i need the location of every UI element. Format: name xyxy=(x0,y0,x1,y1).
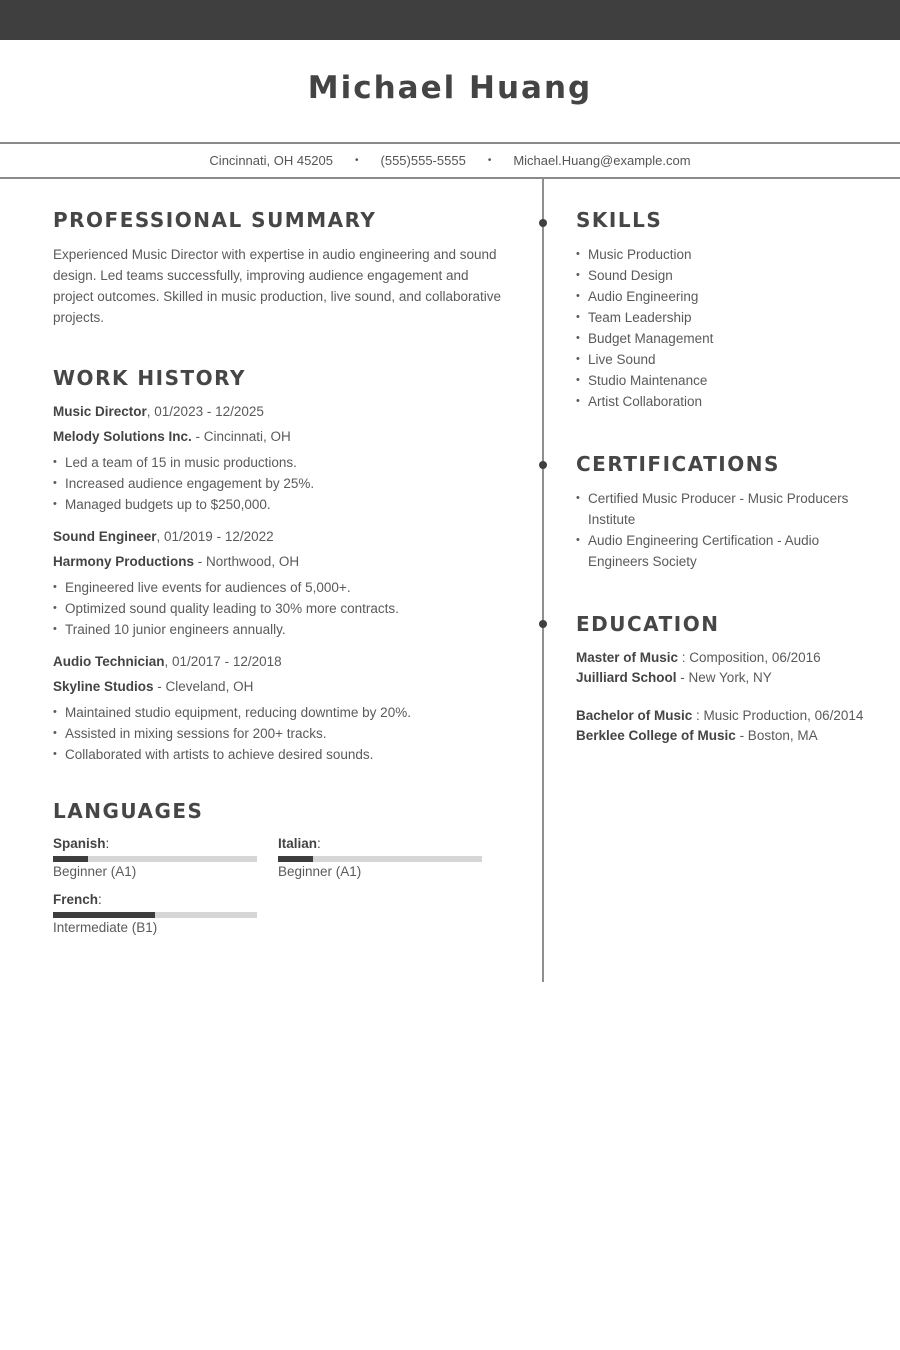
column-divider xyxy=(542,179,544,982)
certification-item: • Certified Music Producer - Music Producers Institute xyxy=(576,488,866,530)
education-section xyxy=(576,612,866,746)
job-bullet: • Increased audience engagement by 25%. xyxy=(53,473,508,494)
skill-item: • Artist Collaboration xyxy=(576,391,866,412)
separator-dot: • xyxy=(355,155,359,166)
school-location: - New York, NY xyxy=(676,670,772,685)
job-bullet: • Assisted in mixing sessions for 200+ tracks. xyxy=(53,723,508,744)
job-dates: , 01/2019 - 12/2022 xyxy=(156,529,274,544)
job-bullet: • Led a team of 15 in music productions. xyxy=(53,452,508,473)
contact-bar xyxy=(0,142,900,179)
language-item: Spanish: Beginner (A1) xyxy=(53,835,257,881)
job-location: - Cincinnati, OH xyxy=(191,429,291,444)
job-role: Music Director xyxy=(53,404,147,419)
section-title: PROFESSIONAL SUMMARY xyxy=(53,208,377,232)
left-column xyxy=(53,208,508,937)
job-company: Skyline Studios xyxy=(53,679,154,694)
skills-section xyxy=(576,208,866,412)
contact-location: Cincinnati, OH 45205 xyxy=(209,153,333,168)
job-entry xyxy=(53,402,508,515)
job-bullet: • Collaborated with artists to achieve desired sounds. xyxy=(53,744,508,765)
language-proficiency-bar xyxy=(278,856,482,862)
language-level: Intermediate (B1) xyxy=(53,920,158,935)
degree-detail: : Composition, 06/2016 xyxy=(678,650,821,665)
contact-phone: (555)555-5555 xyxy=(380,153,466,168)
job-dates: , 01/2023 - 12/2025 xyxy=(146,404,264,419)
section-title: SKILLS xyxy=(576,208,663,232)
language-name: Italian xyxy=(278,836,318,851)
summary-text: Experienced Music Director with expertise in audio engineering and sound design. Led teams successfully, improving audience engagement and project outcomes. Skilled in music production, live sound, and collaborative projects. xyxy=(53,247,501,325)
job-bullet: • Engineered live events for audiences of 5,000+. xyxy=(53,577,508,598)
job-entry xyxy=(53,527,508,640)
section-title: EDUCATION xyxy=(576,612,720,636)
contact-email: Michael.Huang@example.com xyxy=(513,153,691,168)
languages-section xyxy=(53,799,508,937)
school-location: - Boston, MA xyxy=(735,728,818,743)
language-level: Beginner (A1) xyxy=(53,864,137,879)
job-dates: , 01/2017 - 12/2018 xyxy=(164,654,282,669)
education-entry xyxy=(576,648,866,688)
job-role: Audio Technician xyxy=(53,654,165,669)
job-bullet: • Managed budgets up to $250,000. xyxy=(53,494,508,515)
job-location: - Cleveland, OH xyxy=(153,679,254,694)
language-bar-fill xyxy=(278,856,313,862)
language-proficiency-bar xyxy=(53,856,257,862)
skill-item: • Sound Design xyxy=(576,265,866,286)
degree: Bachelor of Music xyxy=(576,708,693,723)
skill-item: • Team Leadership xyxy=(576,307,866,328)
education-entry xyxy=(576,706,866,746)
skill-item: • Studio Maintenance xyxy=(576,370,866,391)
timeline-dot-icon xyxy=(539,219,547,227)
degree-detail: : Music Production, 06/2014 xyxy=(692,708,864,723)
section-title: CERTIFICATIONS xyxy=(576,452,780,476)
top-banner xyxy=(0,0,900,40)
job-entry xyxy=(53,652,508,765)
timeline-dot-icon xyxy=(539,461,547,469)
job-bullet: • Optimized sound quality leading to 30% more contracts. xyxy=(53,598,508,619)
language-level: Beginner (A1) xyxy=(278,864,362,879)
skill-item: • Music Production xyxy=(576,244,866,265)
school: Juilliard School xyxy=(576,670,677,685)
degree: Master of Music xyxy=(576,650,679,665)
job-location: - Northwood, OH xyxy=(194,554,300,569)
certification-item: • Audio Engineering Certification - Audio Engineers Society xyxy=(576,530,866,572)
school: Berklee College of Music xyxy=(576,728,736,743)
right-column xyxy=(576,208,866,746)
language-name: Spanish xyxy=(53,836,106,851)
job-role: Sound Engineer xyxy=(53,529,157,544)
job-company: Harmony Productions xyxy=(53,554,195,569)
summary-section xyxy=(53,208,508,328)
job-company: Melody Solutions Inc. xyxy=(53,429,192,444)
work-history-section xyxy=(53,366,508,765)
skill-item: • Budget Management xyxy=(576,328,866,349)
language-proficiency-bar xyxy=(53,912,257,918)
candidate-name: Michael Huang xyxy=(307,70,593,106)
certifications-section xyxy=(576,452,866,572)
job-bullet: • Trained 10 junior engineers annually. xyxy=(53,619,508,640)
skill-item: • Live Sound xyxy=(576,349,866,370)
section-title: LANGUAGES xyxy=(53,799,204,823)
section-title: WORK HISTORY xyxy=(53,366,246,390)
skill-item: • Audio Engineering xyxy=(576,286,866,307)
language-name: French xyxy=(53,892,99,907)
timeline-dot-icon xyxy=(539,620,547,628)
language-bar-fill xyxy=(53,912,155,918)
language-bar-fill xyxy=(53,856,88,862)
separator-dot: • xyxy=(487,155,492,166)
language-item: Italian: Beginner (A1) xyxy=(278,835,482,881)
language-item: French: Intermediate (B1) xyxy=(53,891,257,937)
job-bullet: • Maintained studio equipment, reducing downtime by 20%. xyxy=(53,702,508,723)
